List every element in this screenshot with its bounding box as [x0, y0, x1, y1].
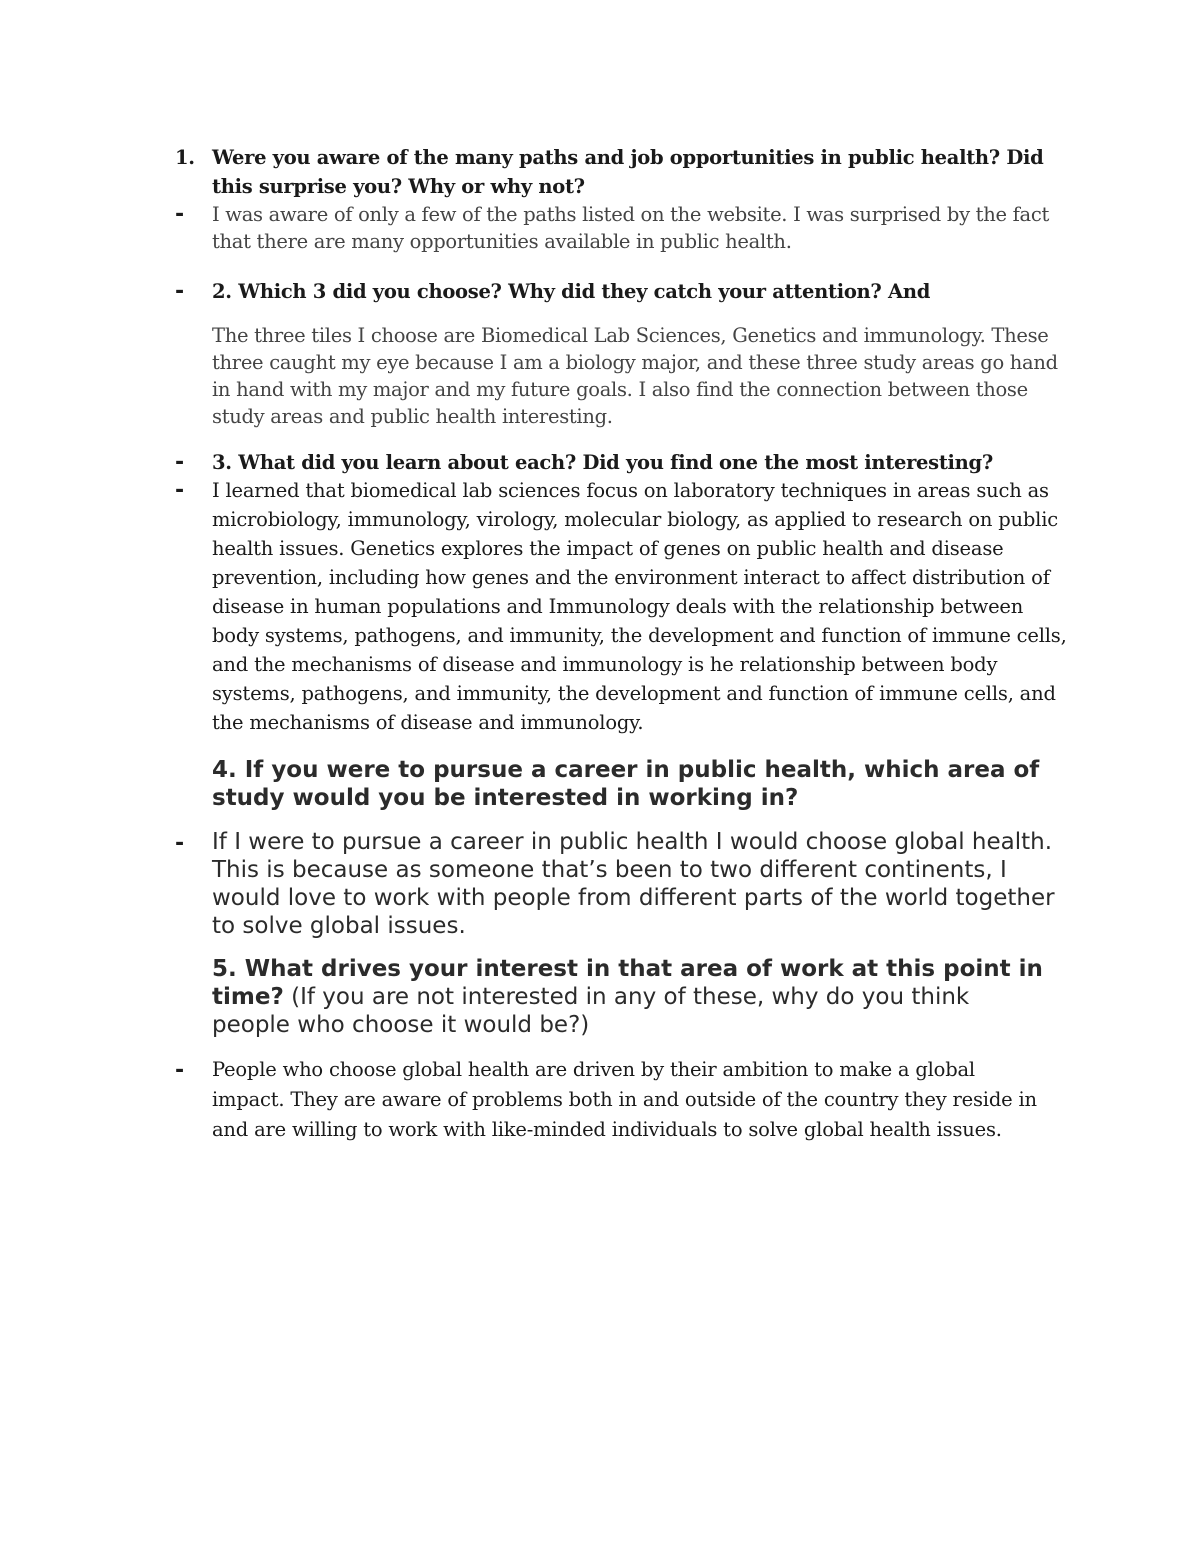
question-5-bold: 5. What drives your interest in that area of work at this point in time?: [212, 956, 1043, 1010]
answer-4: If I were to pursue a career in public health I would choose global health. This is because as someone that’s been to two different continents, I would love to work with people from different parts of the world together to solve global issues.: [212, 829, 1055, 939]
bullet-dash: -: [175, 478, 185, 503]
answer-3: I learned that biomedical lab sciences focus on laboratory techniques in areas such as microbiology, immunology, virology, molecular biology, as applied to research on public health issues. Genetics explores the impact of genes on public health and disease prevention, including how genes and the environment interact to affect distribution of disease in human populations and Immunology deals with the relationship between body systems, pathogens, and immunity, the development and function of immune cells, and the mechanisms of disease and immunology is he relationship between body systems, pathogens, and immunity, the development and function of immune cells, and the mechanisms of disease and immunology.: [212, 479, 1067, 734]
question-5-note: (If you are not interested in any of these, why do you think people who choose it would be?): [212, 984, 970, 1038]
bullet-dash: -: [175, 450, 185, 475]
answer-5: People who choose global health are driven by their ambition to make a global impact. They are aware of problems both in and outside of the country they reside in and are willing to work with like-minded individuals to solve global health issues.: [212, 1058, 1037, 1141]
bullet-dash: -: [175, 1058, 185, 1083]
question-1: Were you aware of the many paths and job opportunities in public health? Did this surprise you? Why or why not?: [212, 146, 1044, 198]
bullet-dash: -: [175, 831, 185, 856]
question-4: 4. If you were to pursue a career in public health, which area of study would you be interested in working in?: [212, 757, 1040, 811]
answer-1: I was aware of only a few of the paths listed on the website. I was surprised by the fact that there are many opportunities available in public health.: [212, 203, 1050, 253]
list-number: 1.: [175, 146, 195, 169]
question-2: 2. Which 3 did you choose? Why did they catch your attention? And: [212, 280, 931, 303]
question-3: 3. What did you learn about each? Did you find one the most interesting?: [212, 451, 993, 474]
answer-2: The three tiles I choose are Biomedical Lab Sciences, Genetics and immunology. These three caught my eye because I am a biology major, and these three study areas go hand in hand with my major and my future goals. I also find the connection between those study areas and public health interesting.: [212, 324, 1058, 428]
bullet-dash: -: [175, 279, 185, 304]
question-5: [212, 955, 1052, 1039]
bullet-dash: -: [175, 202, 185, 227]
